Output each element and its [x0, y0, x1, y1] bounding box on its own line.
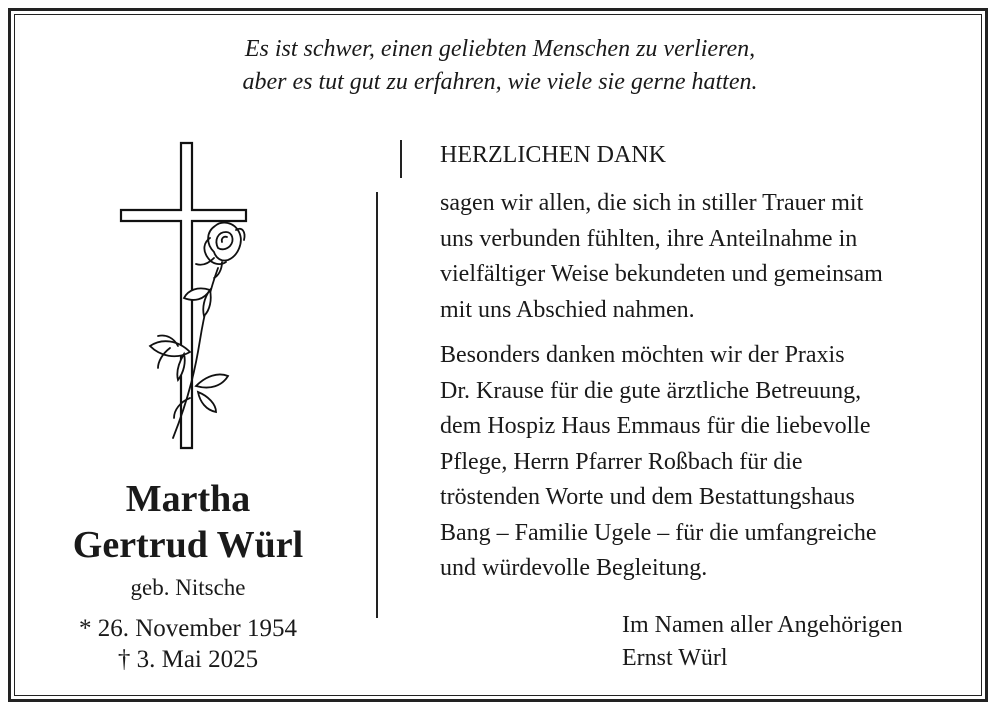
death-date: † 3. Mai 2025 — [117, 646, 259, 673]
text-line: und würdevolle Begleitung. — [440, 555, 708, 581]
text-line: Pflege, Herrn Pfarrer Roßbach für die — [440, 448, 803, 475]
signature-line-2: Ernst Würl — [622, 645, 728, 671]
text-line: mit uns Abschied nahmen. — [440, 296, 695, 323]
thanks-heading: HERZLICHEN DANK — [440, 142, 666, 168]
text-line: vielfältiger Weise bekundeten und gemeinsam — [440, 261, 883, 287]
cross-with-rose-icon — [118, 140, 248, 450]
birth-date: * 26. November 1954 — [78, 615, 298, 642]
text-line: sagen wir allen, die sich in stiller Trauer mit — [440, 190, 864, 216]
deceased-full-name: Gertrud Würl — [72, 524, 304, 566]
text-line: dem Hospiz Haus Emmaus für die liebevolle — [440, 413, 871, 439]
quote-line-1: Es ist schwer, einen geliebten Menschen zu verlieren, — [244, 36, 756, 62]
signature-block — [622, 609, 903, 675]
text-line: uns verbunden fühlten, ihre Anteilnahme in — [440, 225, 858, 252]
text-line: Dr. Krause für die gute ärztliche Betreuung, — [440, 377, 862, 404]
signature-line-1: Im Namen aller Angehörigen — [622, 612, 903, 638]
opening-quote — [0, 33, 1000, 99]
text-line: Besonders danken möchten wir der Praxis — [440, 342, 845, 368]
thanks-paragraph-2 — [440, 338, 960, 587]
birth-name: geb. Nitsche — [130, 575, 246, 600]
quote-line-2: aber es tut gut zu erfahren, wie viele sie gerne hatten. — [242, 69, 758, 95]
deceased-first-name: Martha — [125, 478, 251, 520]
divider-line-long — [376, 192, 378, 618]
text-line: Bang – Familie Ugele – für die umfangreiche — [440, 519, 877, 546]
text-line: tröstenden Worte und dem Bestattungshaus — [440, 484, 855, 510]
divider-line-short — [400, 140, 402, 178]
thanks-paragraph-1 — [440, 186, 960, 328]
